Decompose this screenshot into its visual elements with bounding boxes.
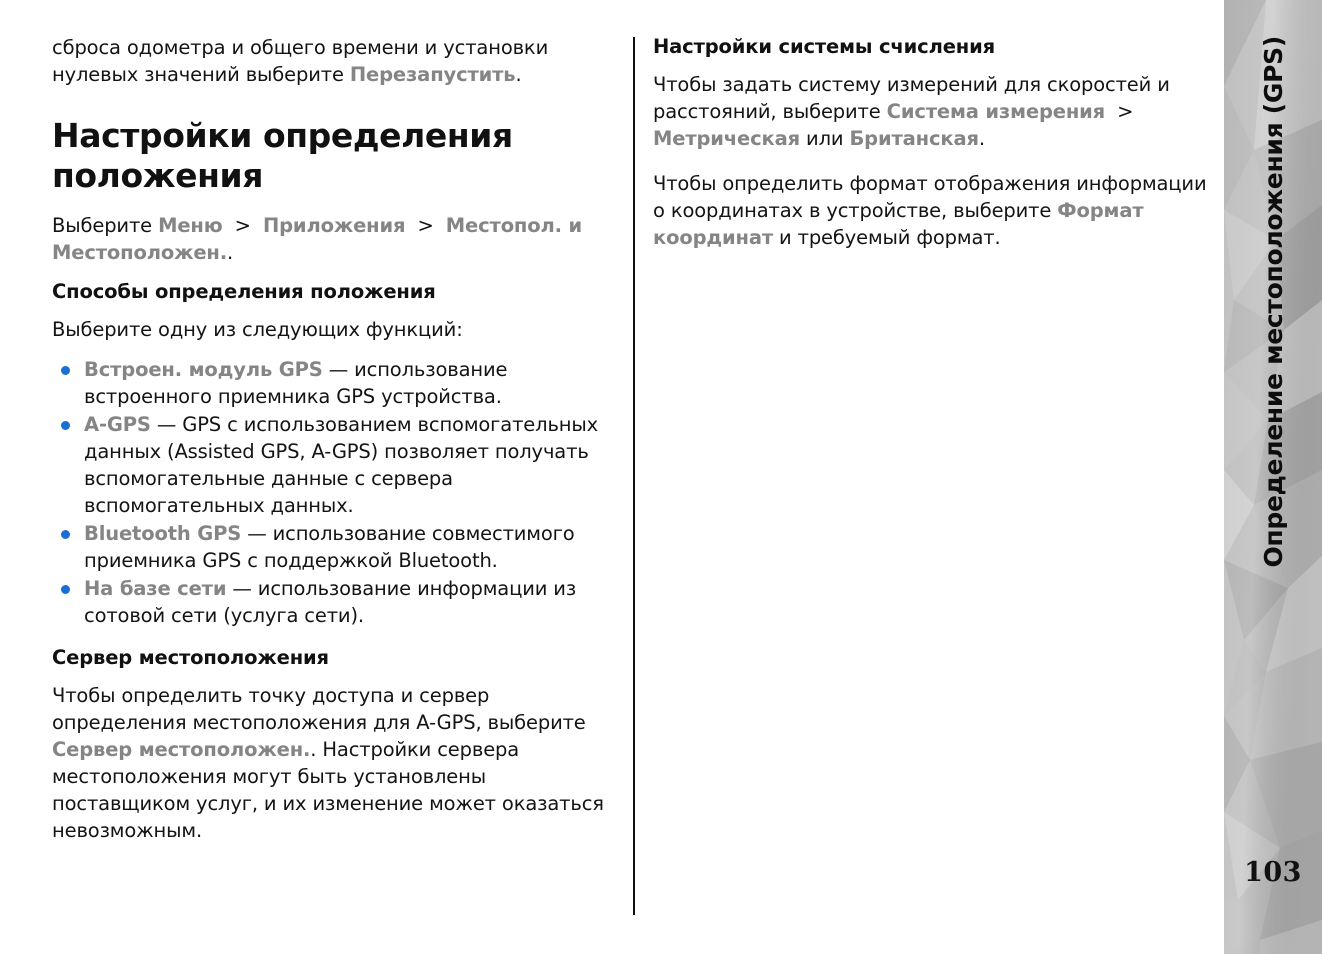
list-item-text: — использование встроенного приемника GPS устройства. (84, 358, 508, 408)
coordinate-format-paragraph (653, 170, 1213, 251)
section-heading-position-server: Сервер местоположения (52, 646, 329, 669)
measurement-after: . (978, 127, 985, 150)
page-number: 103 (1244, 857, 1302, 888)
ui-term-position-server: Сервер местоположен. (52, 738, 311, 761)
ui-term-imperial: Британская (849, 127, 979, 150)
continuation-text-before: сброса одометра и общего времени и установки нулевых значений выберите (52, 36, 549, 86)
bullet-dot-icon (61, 530, 70, 539)
coordinate-before: Чтобы определить формат отображения информации о координатах в устройстве, выберите (653, 172, 1207, 222)
measurement-separator: > (1117, 100, 1134, 123)
bullet-dot-icon (61, 585, 70, 594)
ui-term-restart: Перезапустить (349, 63, 516, 86)
bullet-dot-icon (61, 366, 70, 375)
ui-term-integrated-gps: Встроен. модуль GPS (84, 358, 323, 381)
ui-term-applications: Приложения (262, 214, 406, 237)
menu-path-after: . (227, 241, 234, 264)
menu-path-paragraph (52, 212, 624, 266)
left-text-column (52, 34, 624, 862)
bullet-dot-icon (61, 421, 70, 430)
right-text-column (653, 34, 1213, 269)
measurement-before: Чтобы задать систему измерений для скоростей и расстояний, выберите (653, 73, 1170, 123)
menu-path-lead: Выберите (52, 214, 159, 237)
ui-term-measurement-system: Система измерения (886, 100, 1106, 123)
thumb-index-tab (1224, 0, 1322, 954)
section-heading-positioning-methods: Способы определения положения (52, 280, 436, 303)
column-divider (633, 37, 635, 915)
positioning-methods-intro: Выберите одну из следующих функций: (52, 318, 463, 341)
ui-term-metric: Метрическая (653, 127, 800, 150)
list-item (52, 356, 624, 410)
measurement-middle: или (800, 127, 850, 150)
ui-term-coordinate-format: Формат координат (653, 199, 1144, 249)
continuation-paragraph (52, 34, 624, 88)
list-item (52, 411, 624, 519)
chapter-heading: Настройки определения положения (52, 116, 513, 195)
path-separator-1: > (234, 214, 251, 237)
thumb-index-title: Определение местоположения (GPS) (1258, 36, 1288, 568)
list-item (52, 520, 624, 574)
position-server-after: . Настройки сервера местоположения могут быть установлены поставщиком услуг, и их изменение может оказаться невозможным. (52, 738, 604, 842)
continuation-text-after: . (515, 63, 522, 86)
path-separator-2: > (417, 214, 434, 237)
list-item-text: — использование совместимого приемника GPS с поддержкой Bluetooth. (84, 522, 575, 572)
ui-term-a-gps: A-GPS (84, 413, 151, 436)
list-item (52, 575, 624, 629)
list-item-text: — использование информации из сотовой сети (услуга сети). (84, 577, 577, 627)
positioning-methods-list (52, 356, 624, 629)
position-server-paragraph (52, 682, 624, 844)
list-item-text: — GPS с использованием вспомогательных данных (Assisted GPS, A-GPS) позволяет получать вспомогательные данные с сервера вспомогательных данных. (84, 413, 599, 517)
ui-term-network-based: На базе сети (84, 577, 227, 600)
measurement-system-paragraph (653, 71, 1213, 152)
ui-term-menu: Меню (158, 214, 223, 237)
coordinate-after: и требуемый формат. (772, 226, 1001, 249)
position-server-before: Чтобы определить точку доступа и сервер определения местоположения для A-GPS, выберите (52, 684, 586, 734)
ui-term-location: Местопол. и Местоположен. (52, 214, 583, 264)
ui-term-bluetooth-gps: Bluetooth GPS (84, 522, 242, 545)
section-heading-notation-settings: Настройки системы счисления (653, 35, 995, 58)
